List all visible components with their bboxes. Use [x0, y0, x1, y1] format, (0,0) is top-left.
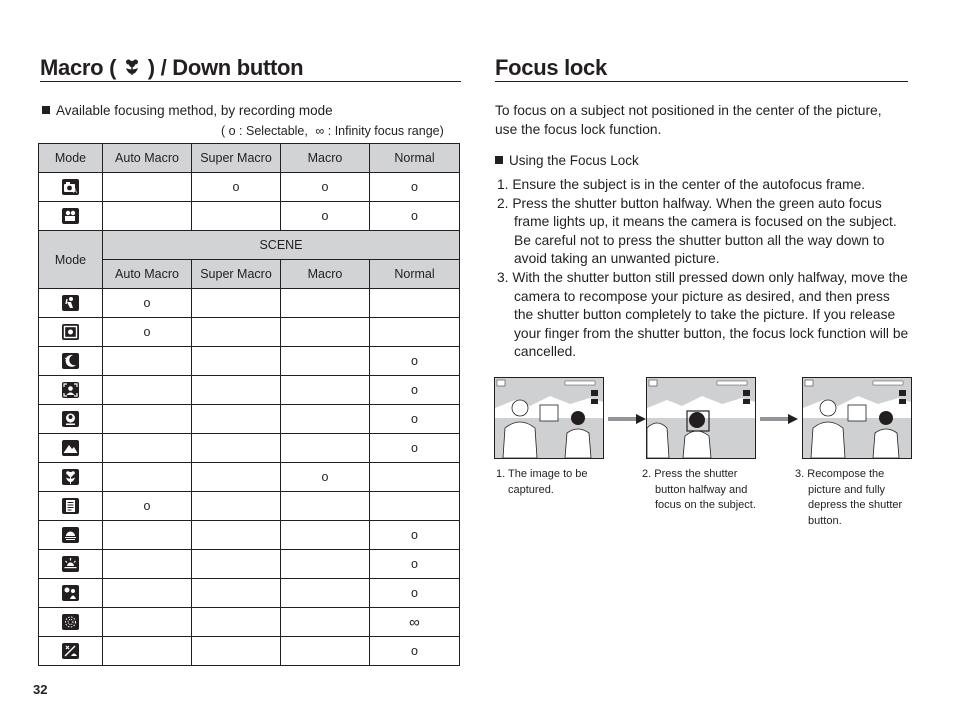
cell: [103, 521, 192, 550]
beach-snow-scene-icon: [62, 643, 79, 659]
cell: [281, 608, 370, 637]
table-row: [39, 463, 460, 492]
cell: [281, 550, 370, 579]
caption-3: [795, 467, 913, 529]
cell: [103, 608, 192, 637]
cell: [192, 202, 281, 231]
cell: [192, 637, 281, 666]
scene-mode-label: Mode: [39, 231, 103, 289]
svg-text:★: ★: [64, 356, 71, 363]
table-row: [39, 637, 460, 666]
cell: [281, 347, 370, 376]
table-row: [39, 318, 460, 347]
cell: [103, 173, 192, 202]
arrow-icon: [608, 414, 646, 424]
macro-heading-after: ) / Down button: [141, 55, 304, 80]
legend-infinity-symbol: ∞: [315, 124, 325, 138]
focus-lock-heading: Focus lock: [495, 55, 908, 82]
self-shot-scene-icon: [62, 411, 79, 427]
table-row: [39, 492, 460, 521]
cell: [192, 608, 281, 637]
cell: o: [103, 492, 192, 521]
legend-infinity: : Infinity focus range): [327, 124, 444, 138]
header-auto-macro: Auto Macro: [103, 144, 192, 173]
using-label-text: Using the Focus Lock: [509, 153, 639, 168]
caption-text: The image to be captured.: [508, 468, 588, 496]
cell: [103, 347, 192, 376]
focus-mode-table: [38, 143, 460, 666]
table-row: [39, 608, 460, 637]
cell: o: [103, 289, 192, 318]
table-row: [39, 289, 460, 318]
subheader-auto-macro: Auto Macro: [103, 260, 192, 289]
cell: [103, 405, 192, 434]
header-normal: Normal: [370, 144, 460, 173]
header-macro: Macro: [281, 144, 370, 173]
legend-selectable: ( o : Selectable,: [221, 124, 308, 138]
cell: [281, 405, 370, 434]
cell: [370, 463, 460, 492]
cell: [281, 521, 370, 550]
cell: o: [281, 202, 370, 231]
table-row: [39, 347, 460, 376]
cell: [281, 492, 370, 521]
arrow-icon: [760, 414, 798, 424]
cell: ∞: [370, 608, 460, 637]
cell: [103, 202, 192, 231]
lcd-scene-illustration: [647, 378, 755, 458]
cell: [192, 492, 281, 521]
scene-header-row: [39, 231, 460, 260]
cell: [192, 550, 281, 579]
cell: [192, 347, 281, 376]
cell: o: [370, 579, 460, 608]
macro-flower-icon: [122, 57, 142, 77]
available-label: [42, 103, 333, 118]
cell: [103, 376, 192, 405]
cell: o: [370, 202, 460, 231]
table-row: [39, 173, 460, 202]
text-scene-icon: [62, 498, 79, 514]
kids-scene-icon: [62, 295, 79, 311]
table-row: [39, 550, 460, 579]
cell: [192, 405, 281, 434]
available-label-text: Available focusing method, by recording mode: [56, 103, 333, 118]
cell: o: [370, 405, 460, 434]
night-scene-icon: [62, 353, 79, 369]
step-item: 1. Ensure the subject is in the center of the autofocus frame.: [497, 177, 866, 192]
caption-1: [496, 467, 606, 498]
cell: o: [370, 434, 460, 463]
cell: [370, 318, 460, 347]
cell: [103, 434, 192, 463]
step-item: 3. With the shutter button still pressed down only halfway, move the camera to recompose your picture as desired, and then press the shutter button completely to take the picture. If you release your finger from the shutter button, the focus lock function will be cancelled.: [497, 269, 909, 360]
cell: [192, 289, 281, 318]
lcd-screen-2: [646, 377, 756, 459]
header-super-macro: Super Macro: [192, 144, 281, 173]
table-row: [39, 434, 460, 463]
legend: [221, 124, 444, 138]
scene-header: SCENE: [103, 231, 460, 260]
scene-subheader-row: [39, 260, 460, 289]
cell: [281, 376, 370, 405]
cell: o: [370, 347, 460, 376]
table-row: [39, 405, 460, 434]
close-up-scene-icon: [62, 324, 79, 340]
caption-text: Press the shutter button halfway and focus on the subject.: [654, 468, 756, 511]
flower-scene-icon: [62, 469, 79, 485]
caption-2: [642, 467, 770, 514]
lcd-screen-3: [802, 377, 912, 459]
intro-text: To focus on a subject not positioned in the center of the picture, use the focus lock function.: [495, 103, 882, 137]
using-label: [495, 153, 639, 168]
cell: o: [192, 173, 281, 202]
caption-num: 2.: [642, 468, 652, 480]
cell: o: [370, 521, 460, 550]
portrait-scene-icon: [62, 382, 79, 398]
cell: [281, 637, 370, 666]
cell: [192, 376, 281, 405]
header-mode: Mode: [39, 144, 103, 173]
lcd-screen-1: [494, 377, 604, 459]
subheader-normal: Normal: [370, 260, 460, 289]
cell: o: [370, 376, 460, 405]
movie-camera-icon: [62, 208, 79, 224]
backlight-scene-icon: [62, 585, 79, 601]
cell: [192, 434, 281, 463]
caption-num: 3.: [795, 468, 805, 480]
macro-heading: [40, 55, 461, 82]
cell: [103, 637, 192, 666]
cell: [281, 318, 370, 347]
cell: [281, 289, 370, 318]
table-header-row: [39, 144, 460, 173]
cell: [192, 463, 281, 492]
cell: [192, 521, 281, 550]
lcd-scene-illustration: [803, 378, 911, 458]
table-row: [39, 376, 460, 405]
caption-text: Recompose the picture and fully depress the shutter button.: [807, 468, 903, 527]
cell: [103, 550, 192, 579]
table-row: [39, 579, 460, 608]
subheader-super-macro: Super Macro: [192, 260, 281, 289]
cell: [281, 434, 370, 463]
caption-num: 1.: [496, 468, 506, 480]
step-item: 2. Press the shutter button halfway. When the green auto focus frame lights up, it means the camera is focused on the subject. Be careful not to press the shutter button all the way down to avoid taking an unwanted picture.: [497, 195, 897, 267]
subheader-macro: Macro: [281, 260, 370, 289]
cell: [370, 492, 460, 521]
cell: o: [103, 318, 192, 347]
cell: [103, 463, 192, 492]
cell: [370, 289, 460, 318]
landscape-scene-icon: [62, 440, 79, 456]
cell: o: [281, 173, 370, 202]
lcd-scene-illustration: [495, 378, 603, 458]
svg-text:A: A: [73, 189, 78, 195]
steps-list: [497, 176, 911, 362]
cell: o: [281, 463, 370, 492]
cell: [103, 579, 192, 608]
cell: o: [370, 637, 460, 666]
cell: [192, 579, 281, 608]
cell: [281, 579, 370, 608]
dawn-scene-icon: [62, 556, 79, 572]
cell: o: [370, 550, 460, 579]
auto-camera-icon: [62, 179, 79, 195]
fireworks-scene-icon: [62, 614, 79, 630]
cell: [192, 318, 281, 347]
sunset-scene-icon: [62, 527, 79, 543]
table-row: [39, 202, 460, 231]
macro-heading-before: Macro (: [40, 55, 122, 80]
page-number: 32: [33, 682, 48, 697]
table-row: [39, 521, 460, 550]
cell: o: [370, 173, 460, 202]
